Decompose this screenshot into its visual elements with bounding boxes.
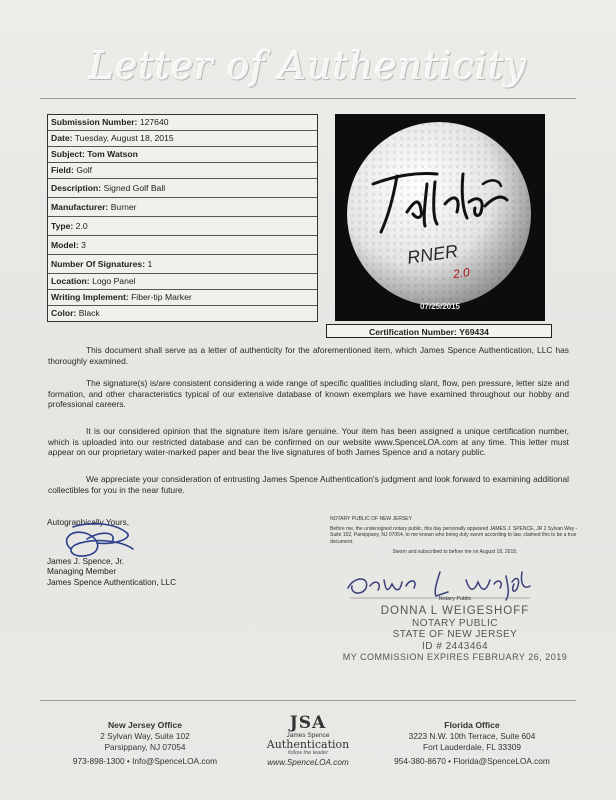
paragraph-opinion: It is our considered opinion that the signature item is/are genuine. Your item has been assigned a unique certification number, which is uploaded into our restricted database and can be confirmed on our website www.SpenceLOA.com at any time. This letter must appear on our proprietary water-marked paper and bear the live signatures of both James Spence and a notary public. <box>48 426 569 458</box>
stamp-title: NOTARY PUBLIC <box>412 617 498 629</box>
detail-label: Number Of Signatures: <box>51 259 146 269</box>
footer-fl-office <box>372 720 572 767</box>
notary-signature-caption: Notary Public <box>438 596 472 602</box>
stamp-name: DONNA L WEIGESHOFF <box>380 605 530 617</box>
stamp-id: ID # 2443464 <box>421 640 489 652</box>
detail-label: Color: <box>51 308 77 318</box>
detail-label: Manufacturer: <box>51 202 109 212</box>
title-divider <box>40 98 576 99</box>
detail-label: Description: <box>51 183 102 193</box>
detail-label: Model: <box>51 240 79 250</box>
detail-value: Logo Panel <box>92 276 136 286</box>
detail-label: Subject: <box>51 149 85 159</box>
logo-line-1: James Spence <box>286 732 330 739</box>
paragraph-closing: We appreciate your consideration of entrusting James Spence Authentication's judgment and look forward to examining additional collectibles for you in the near future. <box>48 474 569 495</box>
fl-office-contact: 954-380-8670 • Florida@SpenceLOA.com <box>394 756 550 766</box>
detail-type <box>48 217 317 236</box>
closing-text: Autographically Yours, <box>47 517 130 527</box>
notary-block <box>330 516 580 555</box>
logo-mark: JSA <box>289 713 327 733</box>
signer-block <box>47 517 277 587</box>
certification-value: Y69434 <box>459 327 489 337</box>
nj-office-heading: New Jersey Office <box>107 720 183 730</box>
signer-name: James J. Spence, Jr. <box>47 555 125 566</box>
golf-ball-image <box>335 114 545 321</box>
notary-stamp <box>330 606 580 664</box>
nj-office-address-2: Parsippany, NJ 07054 <box>104 742 186 752</box>
signer-company: James Spence Authentication, LLC <box>47 576 177 587</box>
spence-signature <box>53 519 173 559</box>
detail-label: Location: <box>51 276 90 286</box>
detail-value: Tom Watson <box>87 149 138 159</box>
detail-value: Golf <box>76 165 93 175</box>
logo-line-2: Authentication <box>266 738 350 751</box>
detail-manufacturer <box>48 198 317 217</box>
detail-label: Field: <box>51 165 74 175</box>
photo-date: 07/25/2015 <box>419 302 461 311</box>
signer-role: Managing Member <box>47 566 117 576</box>
notary-body: Before me, the undersigned notary public, this day personally appeared JAMES J. SPENCE, JR 2 Sylvan Way - Suite 102, Parsippany, NJ 07054, to me known who being duly sworn according to law, claimed this to be a true document. <box>330 526 578 545</box>
detail-value: Signed Golf Ball <box>103 183 166 193</box>
footer-divider <box>40 700 576 701</box>
stamp-state: STATE OF NEW JERSEY <box>392 629 518 640</box>
fl-office-address-2: Fort Lauderdale, FL 33309 <box>423 742 521 752</box>
detail-value: 1 <box>147 259 153 269</box>
detail-value: Fiber-tip Marker <box>131 292 192 302</box>
detail-label: Date: <box>51 133 73 143</box>
detail-value: 127640 <box>139 117 169 127</box>
letter-title: Letter of Authenticity <box>88 44 528 88</box>
detail-label: Submission Number: <box>51 117 138 127</box>
detail-value: 3 <box>81 240 86 250</box>
item-photo <box>335 114 545 321</box>
detail-location <box>48 274 317 290</box>
notary-header: NOTARY PUBLIC OF NEW JERSEY <box>330 516 412 522</box>
detail-number-of-signatures <box>48 255 317 274</box>
ball-model-text: 2.0 <box>452 265 471 282</box>
detail-writing-implement <box>48 290 317 306</box>
detail-label: Type: <box>51 221 74 231</box>
detail-submission-number <box>48 115 317 131</box>
footer-nj-office <box>60 720 230 767</box>
detail-model <box>48 236 317 255</box>
certification-number-box <box>326 324 552 338</box>
paragraph-intro: This document shall serve as a letter of authenticity for the aforementioned item, which James Spence Authentication, LLC has thoroughly examined. <box>48 345 569 366</box>
logo-tagline: follow the leader <box>287 750 329 756</box>
website-link[interactable]: www.SpenceLOA.com <box>267 758 349 767</box>
certification-label: Certification Number: <box>369 327 457 337</box>
fl-office-heading: Florida Office <box>444 720 500 730</box>
fl-office-address-1: 3223 N.W. 10th Terrace, Suite 604 <box>408 731 536 741</box>
detail-date <box>48 131 317 147</box>
nj-office-contact: 973-898-1300 • Info@SpenceLOA.com <box>72 756 218 766</box>
detail-subject <box>48 147 317 163</box>
detail-label: Writing Implement: <box>51 292 129 302</box>
detail-value: Burner <box>110 202 137 212</box>
detail-value: Black <box>78 308 100 318</box>
nj-office-address-1: 2 Sylvan Way, Suite 102 <box>100 731 190 741</box>
item-details-table <box>47 114 318 322</box>
notary-sworn: Sworn and subscribed to before me on August 18, 2015. <box>392 548 518 555</box>
paragraph-analysis: The signature(s) is/are consistent considering a wide range of specific qualities including slant, flow, pen pressure, letter size and formation, and other characteristics typical of our extensive database of known exemplars we have examined throughout our hobby and professional careers. <box>48 378 569 410</box>
ball-brand-text: RNER <box>405 240 460 268</box>
detail-value: 2.0 <box>75 221 88 231</box>
detail-color <box>48 306 317 321</box>
detail-description <box>48 179 317 198</box>
detail-field <box>48 163 317 179</box>
detail-value: Tuesday, August 18, 2015 <box>74 133 174 143</box>
stamp-expiry: MY COMMISSION EXPIRES FEBRUARY 26, 2019 <box>342 652 568 662</box>
